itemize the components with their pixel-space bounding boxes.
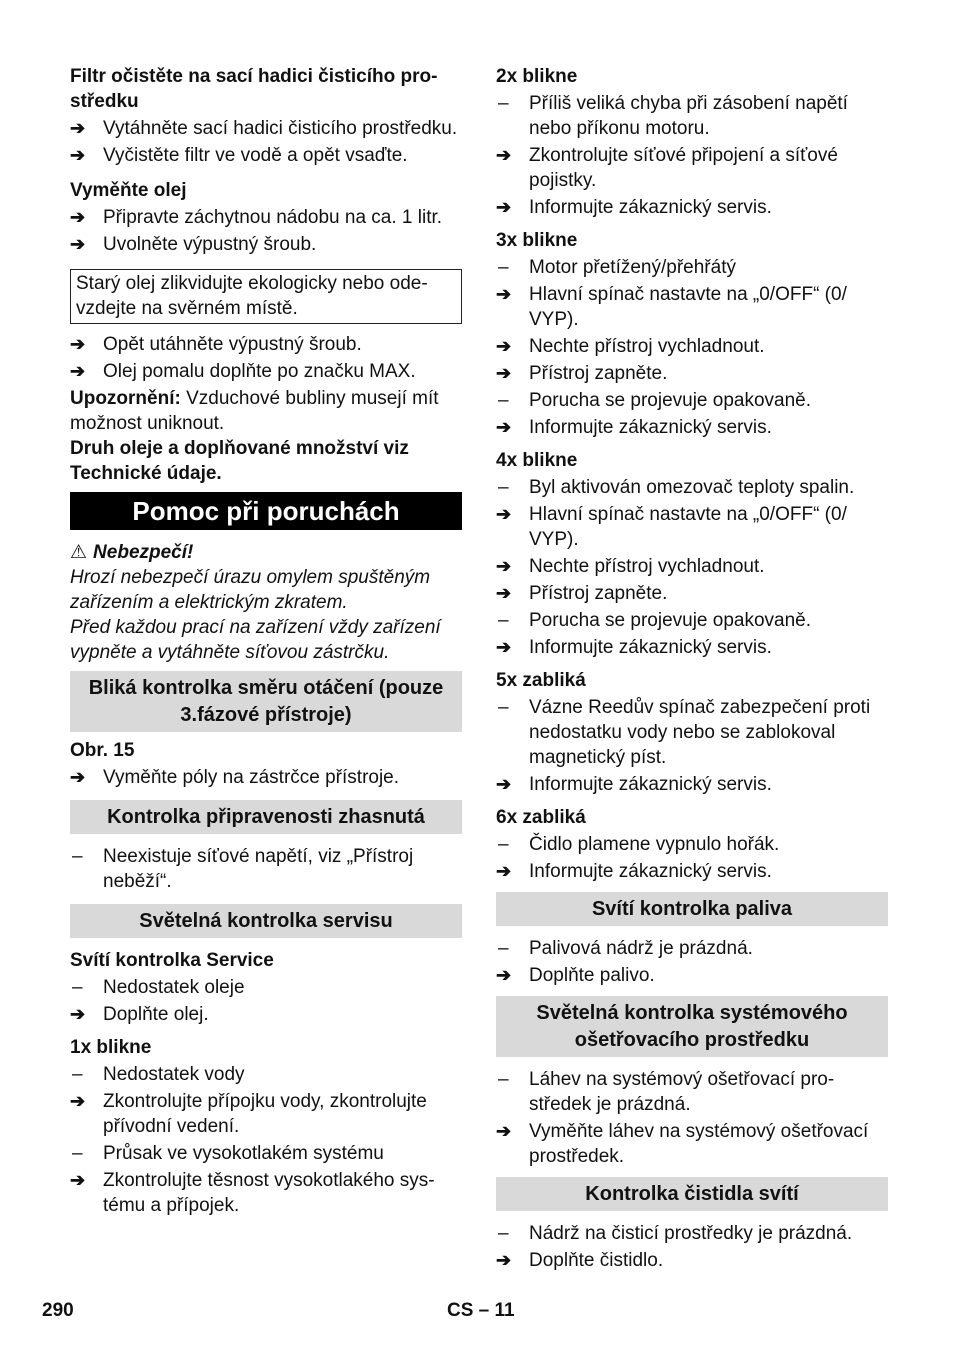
list-item-text: Přístroj zapněte. bbox=[529, 583, 668, 604]
arrow-right-icon: ➔ bbox=[496, 774, 512, 794]
fuel-list bbox=[496, 936, 888, 988]
oil-note-box: Starý olej zlikvidujte ekologicky nebo odevzdejte na svěrném místě. bbox=[70, 269, 462, 324]
list-item-text: Čidlo plamene vypnulo hořák. bbox=[529, 834, 780, 855]
left-column bbox=[70, 64, 462, 1218]
dash-bullet-icon: – bbox=[498, 257, 509, 278]
dash-bullet-icon: – bbox=[72, 977, 83, 998]
list-item bbox=[496, 361, 888, 386]
list-item bbox=[496, 1067, 888, 1117]
list-item bbox=[70, 143, 462, 168]
warning-triangle-icon: ⚠ bbox=[70, 542, 88, 563]
list-item-text: Hlavní spínač nastavte na „0/OFF“ (0/ VYP). bbox=[529, 504, 847, 550]
list-item-text: Informujte zákaznický servis. bbox=[529, 637, 772, 658]
rotation-list bbox=[70, 765, 462, 790]
list-item-text: Nechte přístroj vychladnout. bbox=[529, 336, 765, 357]
detergent-list bbox=[496, 1221, 888, 1273]
arrow-right-icon: ➔ bbox=[496, 965, 512, 985]
danger-text-2: Před každou prací na zařízení vždy zařízení vypněte a vytáhněte síťovou zástrčku. bbox=[70, 617, 441, 663]
list-item-text: Zkontrolujte těsnost vysokotlakého systému a přípojek. bbox=[103, 1170, 435, 1216]
arrow-right-icon: ➔ bbox=[70, 1170, 86, 1190]
oil-type-note: Druh oleje a doplňované množství viz Technické údaje. bbox=[70, 438, 409, 484]
dash-bullet-icon: – bbox=[498, 1069, 509, 1090]
blink-2-list bbox=[496, 91, 888, 220]
list-item-text: Informujte zákaznický servis. bbox=[529, 197, 772, 218]
list-item-text: Byl aktivován omezovač teploty spalin. bbox=[529, 477, 855, 498]
dash-bullet-icon: – bbox=[72, 1064, 83, 1085]
list-item bbox=[496, 1119, 888, 1169]
flash-5-heading: 5x zabliká bbox=[496, 670, 586, 691]
list-item-text: Olej pomalu doplňte po značku MAX. bbox=[103, 361, 416, 382]
dash-bullet-icon: – bbox=[498, 834, 509, 855]
oil-list-2 bbox=[70, 332, 462, 384]
arrow-right-icon: ➔ bbox=[70, 767, 86, 787]
arrow-right-icon: ➔ bbox=[70, 361, 86, 381]
arrow-right-icon: ➔ bbox=[496, 504, 512, 524]
arrow-right-icon: ➔ bbox=[496, 197, 512, 217]
list-item-text: Nechte přístroj vychladnout. bbox=[529, 556, 765, 577]
blink-1-heading: 1x blikne bbox=[70, 1037, 152, 1058]
list-item-text: Nádrž na čisticí prostředky je prázdná. bbox=[529, 1223, 853, 1244]
list-item bbox=[496, 415, 888, 440]
flash-6-list bbox=[496, 832, 888, 884]
filter-list bbox=[70, 116, 462, 168]
list-item bbox=[496, 859, 888, 884]
arrow-right-icon: ➔ bbox=[496, 417, 512, 437]
arrow-right-icon: ➔ bbox=[496, 637, 512, 657]
warning-label: Upozornění: bbox=[70, 388, 181, 409]
list-item bbox=[70, 205, 462, 230]
danger-text-1: Hrozí nebezpečí úrazu omylem spuštěným zařízením a elektrickým zkratem. bbox=[70, 567, 431, 613]
service-lamp-title: Světelná kontrolka servisu bbox=[70, 904, 462, 938]
list-item bbox=[496, 581, 888, 606]
list-item-text: Nedostatek oleje bbox=[103, 977, 245, 998]
arrow-right-icon: ➔ bbox=[496, 284, 512, 304]
list-item-text: Průsak ve vysokotlakém systému bbox=[103, 1143, 384, 1164]
list-item-text: Palivová nádrž je prázdná. bbox=[529, 938, 753, 959]
list-item-text: Informujte zákaznický servis. bbox=[529, 774, 772, 795]
arrow-right-icon: ➔ bbox=[496, 363, 512, 383]
list-item bbox=[70, 1141, 462, 1166]
figure-reference: Obr. 15 bbox=[70, 740, 135, 761]
list-item-text: Příliš veliká chyba při zásobení napětí nebo příkonu motoru. bbox=[529, 93, 848, 139]
list-item bbox=[496, 195, 888, 220]
arrow-right-icon: ➔ bbox=[70, 1091, 86, 1111]
list-item bbox=[496, 143, 888, 193]
arrow-right-icon: ➔ bbox=[496, 861, 512, 881]
list-item bbox=[496, 832, 888, 857]
list-item-text: Uvolněte výpustný šroub. bbox=[103, 234, 317, 255]
list-item-text: Neexistuje síťové napětí, viz „Přístroj neběží“. bbox=[103, 846, 414, 892]
list-item bbox=[496, 334, 888, 359]
warning-text: Vzduchové bubliny musejí mít možnost uniknout. bbox=[70, 388, 439, 434]
service-subheading: Svítí kontrolka Service bbox=[70, 950, 274, 971]
list-item-text: Přístroj zapněte. bbox=[529, 363, 668, 384]
list-item bbox=[496, 772, 888, 797]
list-item bbox=[496, 282, 888, 332]
list-item bbox=[70, 765, 462, 790]
blink-2-heading: 2x blikne bbox=[496, 66, 578, 87]
section-title: Pomoc při poruchách bbox=[70, 492, 462, 530]
dash-bullet-icon: – bbox=[498, 938, 509, 959]
arrow-right-icon: ➔ bbox=[496, 145, 512, 165]
blink-4-list bbox=[496, 475, 888, 660]
list-item bbox=[496, 554, 888, 579]
danger-label: Nebezpečí! bbox=[93, 542, 194, 563]
list-item bbox=[70, 232, 462, 257]
oil-list bbox=[70, 205, 462, 257]
list-item bbox=[70, 332, 462, 357]
rotation-lamp-title: Bliká kontrolka směru otáčení (pouze 3.fázové přístroje) bbox=[70, 671, 462, 732]
list-item-text: Porucha se projevuje opakovaně. bbox=[529, 610, 812, 631]
list-item bbox=[496, 91, 888, 141]
list-item bbox=[70, 359, 462, 384]
list-item bbox=[496, 695, 888, 770]
list-item-text: Opět utáhněte výpustný šroub. bbox=[103, 334, 362, 355]
arrow-right-icon: ➔ bbox=[70, 1004, 86, 1024]
blink-1-list bbox=[70, 1062, 462, 1218]
list-item bbox=[496, 963, 888, 988]
list-item-text: Vyměňte láhev na systémový ošetřovací prostředek. bbox=[529, 1121, 869, 1167]
dash-bullet-icon: – bbox=[498, 1223, 509, 1244]
oil-heading: Vyměňte olej bbox=[70, 180, 187, 201]
arrow-right-icon: ➔ bbox=[496, 1121, 512, 1141]
dash-bullet-icon: – bbox=[72, 1143, 83, 1164]
list-item-text: Láhev na systémový ošetřovací prostředek je prázdná. bbox=[529, 1069, 835, 1115]
page-number: 290 bbox=[42, 1300, 74, 1321]
list-item bbox=[496, 635, 888, 660]
list-item bbox=[496, 255, 888, 280]
right-column bbox=[496, 64, 888, 1273]
list-item bbox=[496, 1221, 888, 1246]
list-item bbox=[70, 1002, 462, 1027]
service-list bbox=[70, 975, 462, 1027]
list-item-text: Připravte záchytnou nádobu na ca. 1 litr. bbox=[103, 207, 443, 228]
list-item bbox=[496, 502, 888, 552]
list-item bbox=[496, 388, 888, 413]
arrow-right-icon: ➔ bbox=[496, 336, 512, 356]
dash-bullet-icon: – bbox=[498, 610, 509, 631]
flash-6-heading: 6x zabliká bbox=[496, 807, 586, 828]
flash-5-list bbox=[496, 695, 888, 797]
list-item bbox=[70, 975, 462, 1000]
list-item bbox=[70, 116, 462, 141]
blink-4-heading: 4x blikne bbox=[496, 450, 578, 471]
arrow-right-icon: ➔ bbox=[70, 334, 86, 354]
ready-lamp-title: Kontrolka připravenosti zhasnutá bbox=[70, 800, 462, 834]
filter-heading: Filtr očistěte na sací hadici čisticího prostředku bbox=[70, 66, 438, 112]
list-item bbox=[496, 1248, 888, 1273]
list-item-text: Informujte zákaznický servis. bbox=[529, 417, 772, 438]
list-item bbox=[496, 936, 888, 961]
list-item-text: Doplňte čistidlo. bbox=[529, 1250, 664, 1271]
warning-paragraph bbox=[70, 386, 462, 436]
list-item bbox=[70, 1062, 462, 1087]
danger-heading bbox=[70, 540, 462, 565]
dash-bullet-icon: – bbox=[498, 93, 509, 114]
list-item-text: Hlavní spínač nastavte na „0/OFF“ (0/ VYP). bbox=[529, 284, 847, 330]
list-item bbox=[496, 475, 888, 500]
list-item bbox=[70, 1168, 462, 1218]
list-item-text: Doplňte olej. bbox=[103, 1004, 209, 1025]
arrow-right-icon: ➔ bbox=[496, 583, 512, 603]
list-item-text: Zkontrolujte přípojku vody, zkontrolujte přívodní vedení. bbox=[103, 1091, 427, 1137]
detergent-lamp-title: Kontrolka čistidla svítí bbox=[496, 1177, 888, 1211]
list-item-text: Vytáhněte sací hadici čisticího prostředku. bbox=[103, 118, 458, 139]
arrow-right-icon: ➔ bbox=[496, 1250, 512, 1270]
list-item-text: Doplňte palivo. bbox=[529, 965, 655, 986]
blink-3-heading: 3x blikne bbox=[496, 230, 578, 251]
page-code: CS – 11 bbox=[447, 1300, 515, 1321]
care-lamp-title: Světelná kontrolka systémového ošetřovacího prostředku bbox=[496, 996, 888, 1057]
blink-3-list bbox=[496, 255, 888, 440]
ready-list bbox=[70, 844, 462, 894]
list-item-text: Vyměňte póly na zástrčce přístroje. bbox=[103, 767, 400, 788]
list-item-text: Vázne Reedův spínač zabezpečení proti nedostatku vody nebo se zablokoval magnetický píst. bbox=[529, 697, 871, 768]
dash-bullet-icon: – bbox=[72, 846, 83, 867]
dash-bullet-icon: – bbox=[498, 697, 509, 718]
care-list bbox=[496, 1067, 888, 1169]
list-item bbox=[496, 608, 888, 633]
arrow-right-icon: ➔ bbox=[70, 145, 86, 165]
arrow-right-icon: ➔ bbox=[70, 234, 86, 254]
list-item-text: Nedostatek vody bbox=[103, 1064, 245, 1085]
list-item bbox=[70, 844, 462, 894]
arrow-right-icon: ➔ bbox=[70, 118, 86, 138]
arrow-right-icon: ➔ bbox=[70, 207, 86, 227]
dash-bullet-icon: – bbox=[498, 390, 509, 411]
list-item-text: Zkontrolujte síťové připojení a síťové pojistky. bbox=[529, 145, 838, 191]
list-item-text: Motor přetížený/přehřátý bbox=[529, 257, 736, 278]
list-item-text: Porucha se projevuje opakovaně. bbox=[529, 390, 812, 411]
list-item bbox=[70, 1089, 462, 1139]
dash-bullet-icon: – bbox=[498, 477, 509, 498]
list-item-text: Vyčistěte filtr ve vodě a opět vsaďte. bbox=[103, 145, 408, 166]
list-item-text: Informujte zákaznický servis. bbox=[529, 861, 772, 882]
fuel-lamp-title: Svítí kontrolka paliva bbox=[496, 892, 888, 926]
arrow-right-icon: ➔ bbox=[496, 556, 512, 576]
